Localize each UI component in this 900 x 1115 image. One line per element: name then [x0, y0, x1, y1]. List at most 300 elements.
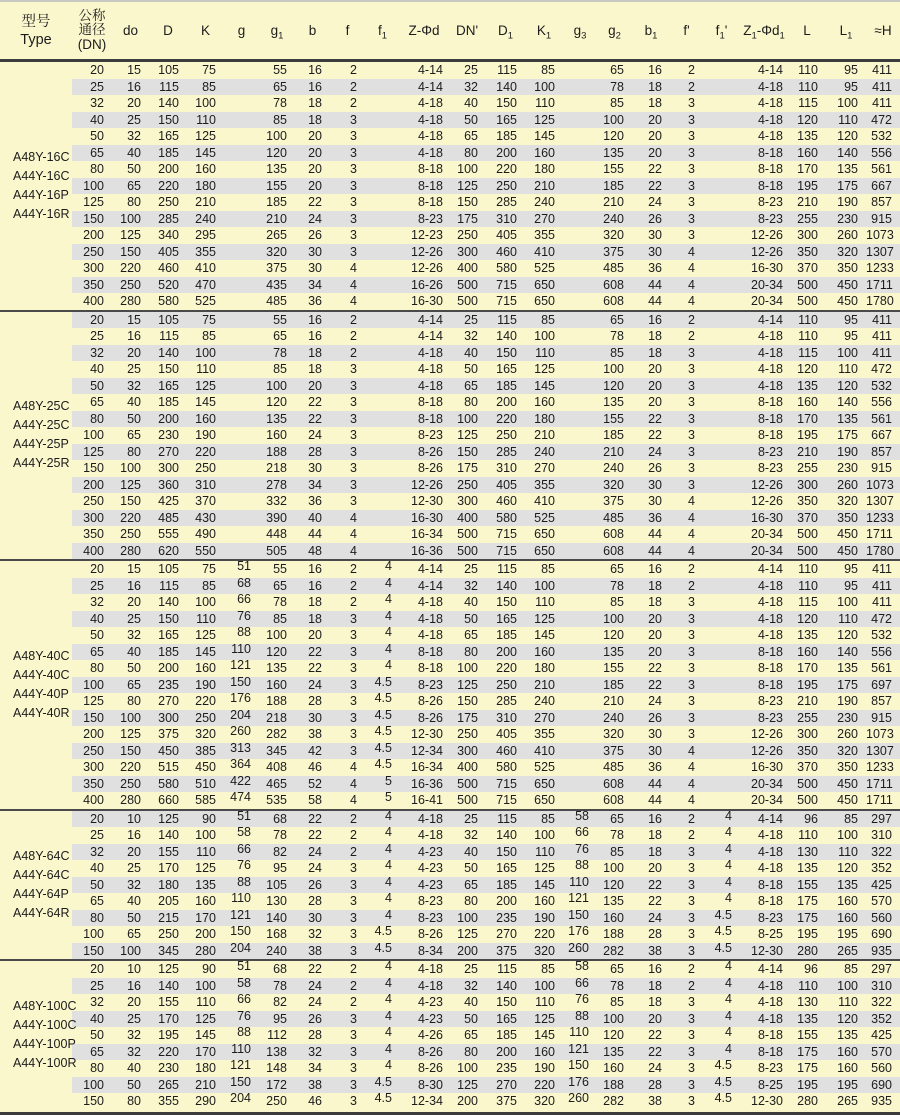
cell: 145 — [534, 877, 555, 892]
cell: 36 — [648, 760, 662, 774]
cell: 320 — [837, 494, 858, 508]
cell — [365, 342, 400, 359]
cell: 55 — [273, 312, 287, 327]
cell: 28 — [648, 927, 662, 941]
cell: 4-14 — [757, 811, 783, 826]
cell: 110 — [838, 611, 858, 626]
cell: 8-18 — [757, 661, 783, 675]
cell: 110 — [798, 329, 818, 343]
table-row — [72, 444, 900, 461]
cell: 110 — [535, 345, 555, 360]
cell — [563, 424, 597, 441]
cell: 265 — [158, 1077, 179, 1092]
cell: 110 — [231, 641, 251, 656]
cell: 8-18 — [417, 395, 443, 409]
cell: 148 — [266, 1061, 287, 1075]
cell: 3 — [688, 228, 695, 242]
cell: 32 — [127, 129, 141, 143]
cell: 25 — [127, 112, 141, 127]
cell: 121 — [230, 658, 251, 672]
cell: 450 — [837, 543, 858, 558]
cell: 18 — [308, 345, 322, 360]
cell: 300 — [83, 261, 104, 275]
cell: 715 — [496, 793, 517, 807]
cell: 410 — [195, 261, 216, 275]
cell: 715 — [496, 543, 517, 558]
cell: 3 — [688, 1028, 695, 1042]
cell: 8-18 — [757, 428, 783, 442]
cell: 3 — [350, 162, 357, 176]
cell: 100 — [603, 861, 624, 875]
cell — [703, 707, 740, 724]
cell: 110 — [838, 995, 858, 1009]
cell: 150 — [568, 907, 589, 922]
cell: 500 — [457, 793, 478, 807]
cell: 4.5 — [714, 907, 732, 922]
cell: 8-26 — [417, 1061, 443, 1075]
cell: 80 — [464, 644, 478, 659]
cell: 30 — [648, 494, 662, 508]
cell: 145 — [195, 395, 216, 409]
cell: 125 — [158, 811, 179, 826]
table-row — [72, 312, 900, 329]
cell: 3 — [688, 595, 695, 609]
cell: 8-18 — [757, 1044, 783, 1059]
cell: 65 — [90, 894, 104, 908]
cell: 4 — [385, 559, 392, 573]
cell: 155 — [158, 844, 179, 859]
cell: 4-18 — [757, 112, 783, 127]
cell: 220 — [120, 760, 141, 774]
cell: 204 — [230, 940, 251, 955]
cell: 25 — [127, 362, 141, 376]
cell: 24 — [308, 995, 322, 1009]
cell: 345 — [266, 743, 287, 758]
cell: 185 — [496, 129, 517, 143]
cell: 32 — [90, 995, 104, 1009]
cell: 110 — [231, 891, 251, 905]
cell: 4 — [350, 294, 357, 308]
cell: 20 — [648, 628, 662, 642]
cell: 322 — [871, 844, 892, 859]
cell: 66 — [237, 992, 251, 1006]
cell: 8-23 — [757, 461, 783, 475]
cell: 32 — [464, 978, 478, 993]
cell: 190 — [195, 677, 216, 692]
cell: 22 — [648, 677, 662, 692]
cell: 2 — [350, 312, 357, 327]
cell: 135 — [797, 129, 818, 143]
cell: 20 — [648, 129, 662, 143]
cell: 65 — [610, 312, 624, 327]
model-label: A44Y-64C — [13, 867, 70, 882]
cell: 297 — [871, 962, 892, 976]
cell: 110 — [535, 995, 555, 1009]
cell: 200 — [83, 727, 104, 741]
cell: 175 — [837, 178, 858, 193]
table-row — [72, 975, 900, 995]
cell: 200 — [83, 477, 104, 492]
cell: 2 — [350, 978, 357, 993]
cell: 4.5 — [374, 757, 392, 771]
cell: 3 — [350, 228, 357, 242]
cell: 30 — [308, 910, 322, 925]
cell: 95 — [844, 578, 858, 593]
cell — [224, 408, 259, 425]
cell: 667 — [871, 178, 892, 193]
cell: 375 — [496, 1094, 517, 1108]
cell: 2 — [688, 828, 695, 842]
cell: 250 — [83, 244, 104, 259]
cell: 18 — [308, 611, 322, 626]
cell: 65 — [90, 395, 104, 409]
model-label: A44Y-40P — [13, 686, 69, 701]
cell: 3 — [350, 112, 357, 127]
cell: 500 — [797, 294, 818, 308]
cell: 715 — [496, 776, 517, 791]
cell: 8-23 — [757, 910, 783, 925]
cell: 115 — [798, 595, 818, 609]
table-row — [72, 874, 900, 894]
cell: 120 — [837, 1011, 858, 1026]
cell: 100 — [837, 345, 858, 360]
cell: 4.5 — [374, 674, 392, 689]
cell: 8-23 — [417, 428, 443, 442]
cell: 51 — [237, 959, 251, 973]
cell: 110 — [196, 611, 216, 626]
cell: 160 — [837, 910, 858, 925]
cell: 4 — [688, 277, 695, 292]
cell: 220 — [534, 927, 555, 941]
cell: 25 — [127, 861, 141, 875]
cell — [703, 756, 740, 773]
cell: 220 — [496, 162, 517, 176]
cell: 34 — [308, 477, 322, 492]
cell: 1307 — [866, 244, 894, 259]
cell: 250 — [120, 277, 141, 292]
cell: 100 — [195, 345, 216, 360]
cell: 12-26 — [411, 477, 443, 492]
cell: 16 — [127, 79, 141, 94]
cell — [224, 290, 259, 307]
cell: 140 — [158, 595, 179, 609]
cell: 200 — [496, 145, 517, 160]
cell: 175 — [457, 710, 478, 725]
cell: 210 — [534, 677, 555, 692]
cell: 150 — [230, 924, 251, 938]
cell: 135 — [837, 162, 858, 176]
cell: 110 — [231, 1041, 251, 1056]
cell: 260 — [837, 727, 858, 741]
cell: 8-34 — [417, 943, 443, 958]
cell — [365, 375, 400, 392]
cell: 3 — [350, 1061, 357, 1075]
cell: 125 — [534, 611, 555, 626]
cell: 185 — [496, 1028, 517, 1042]
cell: 2 — [688, 63, 695, 77]
cell: 40 — [127, 644, 141, 659]
cell: 4 — [350, 543, 357, 558]
cell: 160 — [837, 1044, 858, 1059]
cell: 135 — [266, 661, 287, 675]
cell: 78 — [273, 828, 287, 842]
cell: 500 — [457, 776, 478, 791]
cell: 4.5 — [374, 1091, 392, 1105]
cell: 16-41 — [411, 793, 443, 807]
cell: 100 — [195, 595, 216, 609]
cell: 3 — [688, 96, 695, 110]
cell — [703, 674, 740, 691]
cell: 100 — [457, 1061, 478, 1075]
cell — [563, 59, 597, 76]
column-header-l: L — [803, 23, 811, 38]
cell: 2 — [350, 844, 357, 859]
cell — [703, 490, 740, 507]
cell: 210 — [534, 428, 555, 442]
cell: 85 — [610, 345, 624, 360]
cell — [563, 241, 597, 258]
cell: 48 — [308, 543, 322, 558]
cell: 20-34 — [751, 543, 783, 558]
cell: 300 — [797, 727, 818, 741]
cell: 110 — [535, 844, 555, 859]
table-row — [72, 792, 900, 809]
cell: 550 — [195, 543, 216, 558]
cell: 697 — [871, 677, 892, 692]
cell: 2 — [688, 562, 695, 576]
cell: 20 — [127, 595, 141, 609]
cell: 18 — [648, 578, 662, 593]
cell: 915 — [871, 211, 892, 226]
cell: 40 — [127, 395, 141, 409]
cell — [703, 290, 740, 307]
cell: 857 — [871, 195, 892, 209]
cell: 3 — [350, 743, 357, 758]
cell: 22 — [648, 877, 662, 892]
cell: 188 — [603, 927, 624, 941]
cell: 110 — [196, 362, 216, 376]
cell: 411 — [872, 578, 892, 593]
table-row — [72, 1027, 900, 1044]
cell: 525 — [534, 760, 555, 774]
cell: 82 — [273, 995, 287, 1009]
cell: 46 — [308, 1094, 322, 1108]
cell: 125 — [83, 444, 104, 459]
cell: 3 — [688, 710, 695, 725]
table-row — [72, 1060, 900, 1077]
cell: 155 — [158, 995, 179, 1009]
cell: 300 — [457, 494, 478, 508]
cell: 135 — [797, 378, 818, 393]
cell: 285 — [158, 211, 179, 226]
cell: 8-25 — [757, 1077, 783, 1092]
cell: 65 — [127, 677, 141, 692]
cell: 260 — [568, 940, 589, 955]
cell: 250 — [83, 494, 104, 508]
cell: 4 — [725, 1008, 732, 1023]
cell: 411 — [872, 79, 892, 94]
cell: 120 — [603, 877, 624, 892]
cell: 150 — [496, 844, 517, 859]
cell: 4-26 — [417, 1028, 443, 1042]
cell: 140 — [266, 910, 287, 925]
cell: 8-23 — [757, 694, 783, 708]
cell: 125 — [83, 694, 104, 708]
cell: 50 — [90, 628, 104, 642]
cell: 15 — [127, 312, 141, 327]
cell: 230 — [837, 461, 858, 475]
cell: 4-14 — [417, 312, 443, 327]
cell: 85 — [273, 362, 287, 376]
cell: 175 — [797, 894, 818, 908]
cell: 3 — [350, 628, 357, 642]
cell — [224, 76, 259, 93]
column-header-l1: $L_1$ — [839, 23, 853, 42]
cell: 4 — [725, 825, 732, 839]
cell: 18 — [308, 112, 322, 127]
cell: 4 — [385, 891, 392, 905]
cell: 220 — [534, 1077, 555, 1092]
cell — [563, 641, 597, 658]
cell: 4.5 — [374, 740, 392, 755]
dn-column-header: 公称 通径 (DN) — [77, 7, 107, 52]
cell: 30 — [308, 461, 322, 475]
cell: 200 — [195, 927, 216, 941]
cell — [365, 109, 400, 126]
cell: 470 — [195, 277, 216, 292]
cell: 165 — [496, 1011, 517, 1026]
cell: 105 — [266, 877, 287, 892]
cell: 38 — [308, 727, 322, 741]
cell: 4.5 — [374, 724, 392, 738]
cell: 135 — [603, 894, 624, 908]
cell: 28 — [308, 894, 322, 908]
cell: 65 — [464, 129, 478, 143]
cell: 100 — [837, 828, 858, 842]
model-labels — [13, 397, 70, 473]
cell: 4.5 — [714, 1091, 732, 1105]
cell: 270 — [496, 1077, 517, 1092]
cell — [563, 290, 597, 307]
cell: 4 — [688, 294, 695, 308]
cell: 150 — [83, 1094, 104, 1108]
cell: 170 — [195, 1044, 216, 1059]
column-header-k: K — [200, 23, 210, 38]
cell: 85 — [202, 79, 216, 94]
cell: 4-18 — [757, 329, 783, 343]
table-row — [72, 427, 900, 444]
cell: 3 — [350, 611, 357, 626]
cell: 100 — [195, 978, 216, 993]
cell: 32 — [90, 96, 104, 110]
cell: 36 — [308, 294, 322, 308]
cell: 270 — [496, 927, 517, 941]
cell: 190 — [837, 444, 858, 459]
cell: 1307 — [866, 743, 894, 758]
cell: 195 — [797, 178, 818, 193]
cell: 580 — [496, 261, 517, 275]
cell — [703, 591, 740, 608]
cell: 80 — [90, 1061, 104, 1075]
cell: 16 — [648, 312, 662, 327]
cell — [224, 441, 259, 458]
table-row — [72, 940, 900, 960]
cell: 3 — [350, 1094, 357, 1108]
cell: 4-18 — [757, 611, 783, 626]
cell: 210 — [266, 211, 287, 226]
cell: 210 — [603, 195, 624, 209]
cell: 88 — [575, 1008, 589, 1023]
cell: 95 — [844, 79, 858, 94]
cell: 22 — [648, 162, 662, 176]
cell: 1711 — [866, 793, 893, 807]
cell: 65 — [127, 428, 141, 442]
cell — [703, 540, 740, 557]
cell: 78 — [273, 595, 287, 609]
cell: 100 — [266, 378, 287, 393]
cell — [224, 224, 259, 241]
cell — [224, 257, 259, 274]
cell: 8-26 — [417, 710, 443, 725]
table-row — [72, 575, 900, 595]
cell: 50 — [127, 661, 141, 675]
cell: 24 — [648, 444, 662, 459]
cell: 4-18 — [757, 595, 783, 609]
model-label: A44Y-25R — [13, 456, 70, 471]
table-row — [72, 641, 900, 661]
cell: 25 — [90, 329, 104, 343]
cell: 66 — [237, 592, 251, 606]
cell: 150 — [457, 195, 478, 209]
table-body — [0, 62, 900, 1110]
cell: 240 — [534, 694, 555, 708]
cell: 145 — [534, 628, 555, 642]
cell: 4 — [350, 760, 357, 774]
cell — [365, 175, 400, 192]
cell: 50 — [90, 877, 104, 892]
cell: 3 — [350, 861, 357, 875]
cell: 4-18 — [757, 828, 783, 842]
cell: 135 — [266, 411, 287, 426]
cell: 85 — [844, 962, 858, 976]
cell: 195 — [797, 1077, 818, 1092]
cell — [365, 507, 400, 524]
table-row — [72, 860, 900, 877]
cell: 170 — [797, 411, 818, 426]
cell: 3 — [350, 1011, 357, 1026]
cell — [365, 408, 400, 425]
cell: 435 — [266, 277, 287, 292]
cell: 285 — [496, 444, 517, 459]
cell: 200 — [158, 411, 179, 426]
model-label: A44Y-40C — [13, 667, 70, 682]
cell: 170 — [195, 910, 216, 925]
cell: 145 — [534, 1028, 555, 1042]
cell: 160 — [603, 1061, 624, 1075]
table-row — [72, 493, 900, 510]
cell: 95 — [844, 329, 858, 343]
cell: 125 — [534, 362, 555, 376]
cell: 580 — [496, 760, 517, 774]
cell: 24 — [308, 677, 322, 692]
cell — [703, 274, 740, 291]
cell: 561 — [871, 661, 892, 675]
cell: 125 — [457, 178, 478, 193]
cell: 715 — [496, 277, 517, 292]
cell: 50 — [464, 362, 478, 376]
table-row — [72, 345, 900, 362]
cell — [563, 624, 597, 641]
